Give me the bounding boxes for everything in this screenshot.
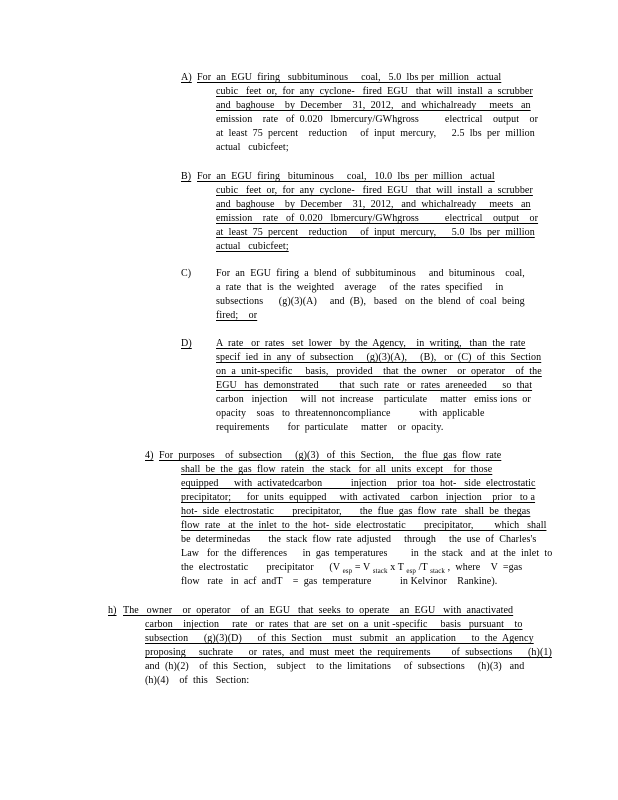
paragraph-4-line: flow rate in acf andT = gas temperature in Kelvinor Rankine). [181,576,498,587]
subsection-d-line: A rate or rates set lower by the Agency, in writing, than the rate [216,338,526,349]
subsection-d-line: on a unit-specific basis, provided that the owner or operator of the [216,366,542,377]
subsection-b-line: emission rate of 0.020 lbmercury/GWhgross electrical output or [216,213,539,224]
paragraph-4-formula-line [181,562,522,575]
subsection-c-line: subsections (g)(3)(A) and (B), based on the blend of coal being [216,296,525,307]
paragraph-4-line: hot- side electrostatic precipitator, the flue gas flow rate shall be thegas [181,506,531,517]
subsection-h-marker: h) [108,605,117,616]
paragraph-4-line: precipitator; for units equipped with activated carbon injection prior to a [181,492,536,503]
formula-text: , where V =gas [445,562,523,573]
subsection-b-marker: B) [181,171,192,182]
subsection-d-line: EGU has demonstrated that such rate or rates areneeded so that [216,380,533,391]
paragraph-4-line: For purposes of subsection (g)(3) of this Section, the flue gas flow rate [159,450,502,461]
formula-text: x T [387,562,407,573]
subsection-h-line: subsection (g)(3)(D) of this Section must submit an application to the Agency [145,633,534,644]
subsection-a-line: cubic feet or, for any cyclone- fired EGU that will install a scrubber [216,86,533,97]
subsection-d-line: specif ied in any of subsection (g)(3)(A), (B), or (C) of this Section [216,352,542,363]
formula-text: /T [416,562,431,573]
paragraph-4-line: be determinedas the stack flow rate adjusted through the use of Charles's [181,534,537,545]
subsection-b-line: actual cubicfeet; [216,241,289,252]
subsection-h-line: carbon injection rate or rates that are set on a unit -specific basis pursuant to [145,619,523,630]
subsection-d-line: carbon injection will not increase particulate matter emiss ions or [216,394,531,405]
subsection-h-line: The owner or operator of an EGU that seeks to operate an EGU with anactivated [123,605,514,616]
formula-subscript: stack [430,567,446,575]
subsection-a-line: emission rate of 0.020 lbmercury/GWhgross electrical output or [216,114,539,125]
subsection-a-line: For an EGU firing subbituminous coal, 5.0 lbs per million actual [197,72,502,83]
formula-text: the electrostatic precipitator (V [181,562,343,573]
formula-subscript: esp [406,567,417,575]
paragraph-4-line: flow rate at the inlet to the hot- side electrostatic precipitator, which shall [181,520,547,531]
subsection-a-line: at least 75 percent reduction of input mercury, 2.5 lbs per million [216,128,535,139]
subsection-h-line: proposing suchrate or rates, and must meet the requirements of subsections (h)(1) [145,647,552,658]
subsection-b-line: cubic feet or, for any cyclone- fired EGU that will install a scrubber [216,185,533,196]
subsection-c-marker: C) [181,268,192,279]
formula-text: = V [352,562,373,573]
paragraph-4-line: shall be the gas flow ratein the stack for all units except for those [181,464,493,475]
subsection-b-line: For an EGU firing bituminous coal, 10.0 lbs per million actual [197,171,495,182]
subsection-d-line: opacity soas to threatennoncompliance with applicable [216,408,485,419]
subsection-c-line: For an EGU firing a blend of subbituminous and bituminous coal, [216,268,525,279]
subsection-h-line: (h)(4) of this Section: [145,675,250,686]
subsection-d-line: requirements for particulate matter or opacity. [216,422,444,433]
subsection-a-line: actual cubicfeet; [216,142,289,153]
subsection-b-line: at least 75 percent reduction of input mercury, 5.0 lbs per million [216,227,535,238]
paragraph-4-marker: 4) [145,450,154,461]
subsection-a-line: and baghouse by December 31, 2012, and whichalready meets an [216,100,531,111]
formula-subscript: stack [372,567,388,575]
paragraph-4-line: equipped with activatedcarbon injection prior toa hot- side electrostatic [181,478,536,489]
subsection-d-marker: D) [181,338,192,349]
subsection-a-marker: A) [181,72,192,83]
subsection-c-line: a rate that is the weighted average of the rates specified in [216,282,504,293]
subsection-b-line: and baghouse by December 31, 2012, and whichalready meets an [216,199,531,210]
formula-subscript: esp [342,567,353,575]
subsection-c-line: fired; or [216,310,258,321]
paragraph-4-line: Law for the differences in gas temperatures in the stack and at the inlet to [181,548,553,559]
subsection-h-line: and (h)(2) of this Section, subject to the limitations of subsections (h)(3) and [145,661,525,672]
